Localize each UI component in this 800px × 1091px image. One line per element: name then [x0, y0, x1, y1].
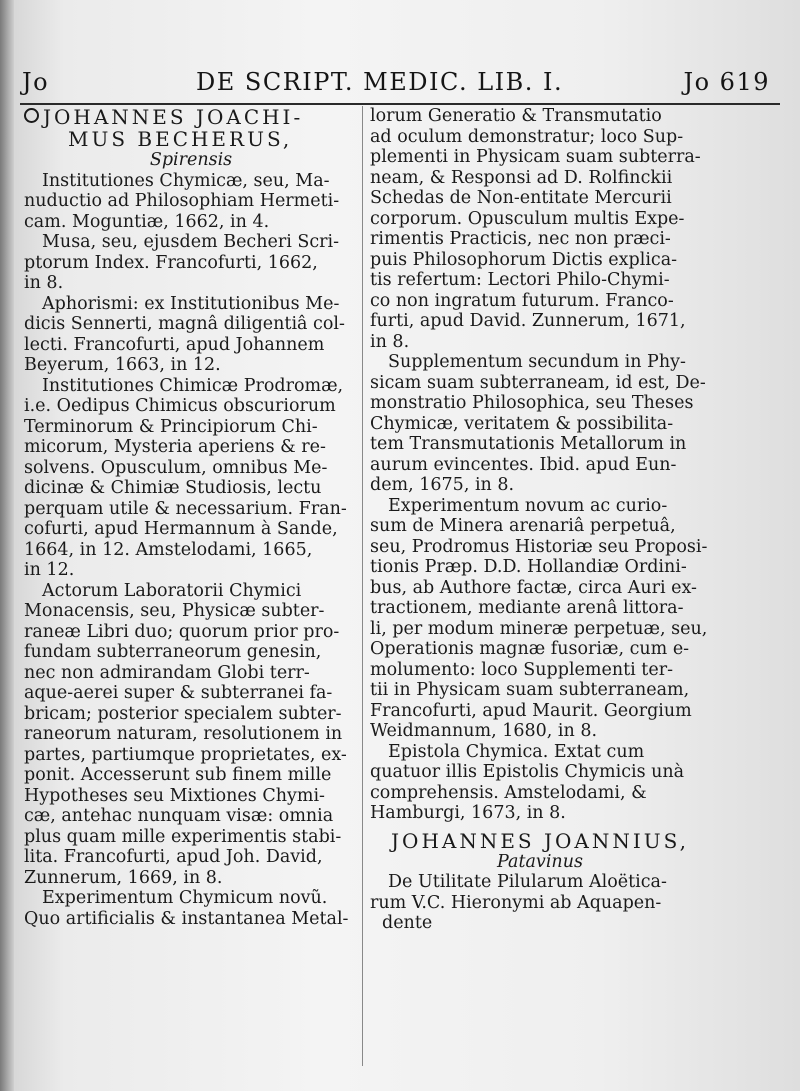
text-line: Actorum Laboratorii Chymici — [42, 580, 302, 601]
text-line: tem Transmutationis Metallorum in — [370, 434, 687, 454]
text-line: Institutiones Chimicæ Prodromæ, — [42, 375, 344, 396]
text-line: in 12. — [24, 560, 75, 580]
text-line: neam, & Responsi ad D. Rolfinckii — [370, 167, 673, 188]
text-line: dente — [382, 913, 433, 933]
author-heading-line1 — [24, 106, 358, 128]
left-entries — [24, 171, 358, 930]
text-line: Musa, seu, ejusdem Becheri Scri- — [42, 232, 340, 252]
page-gutter-shadow — [0, 0, 14, 1091]
text-line: lecti. Francofurti, apud Johannem — [24, 334, 325, 355]
text-line: monstratio Philosophica, seu Theses — [370, 393, 694, 413]
text-line: Hamburgi, 1673, in 8. — [370, 803, 566, 823]
text-line: ptorum Index. Francofurti, 1662, — [24, 252, 318, 273]
page-number-left: Jo — [22, 68, 50, 96]
text-line: tractionem, mediante arenâ littora- — [370, 598, 684, 618]
text-line: Monacensis, seu, Physicæ subter- — [24, 601, 325, 621]
running-header — [20, 64, 780, 104]
text-line: micorum, Mysteria aperiens & re- — [24, 437, 326, 457]
text-line: plus quam mille experimentis stabi- — [24, 826, 342, 847]
left-column — [24, 106, 358, 929]
text-line: Francofurti, apud Maurit. Georgium — [370, 700, 692, 721]
text-line: Institutiones Chymicæ, seu, Ma- — [42, 170, 330, 191]
text-line: Aphorismi: ex Institutionibus Me- — [42, 293, 340, 314]
text-line: ad oculum demonstratur; loco Sup- — [370, 126, 684, 147]
text-line: i.e. Oedipus Chimicus obscuriorum — [24, 396, 336, 416]
text-line: raneorum naturam, resolutionem in — [24, 724, 343, 744]
right-entries-lower — [370, 872, 710, 934]
text-line: sicam suam subterraneam, id est, De- — [370, 372, 706, 393]
author-origin: Spirensis — [149, 150, 233, 170]
text-line: aque-aerei super & subterranei fa- — [24, 683, 333, 703]
text-line: li, per modum mineræ perpetuæ, seu, — [370, 618, 708, 639]
right-column — [370, 106, 710, 934]
text-line: cæ, antehac nunquam visæ: omnia — [24, 806, 334, 826]
text-line: comprehensis. Amstelodami, & — [370, 782, 647, 803]
text-line: lita. Francofurti, apud Joh. David, — [24, 847, 323, 867]
text-line: De Utilitate Pilularum Aloëtica- — [388, 872, 667, 892]
text-line: seu, Prodromus Historiæ seu Proposi- — [370, 536, 708, 557]
text-line: Schedas de Non-entitate Mercurii — [370, 188, 672, 208]
text-line: dicis Sennerti, magnâ diligentiâ col- — [24, 314, 345, 334]
text-line: raneæ Libri duo; quorum prior pro- — [24, 621, 340, 642]
text-line: nec non admirandam Globi terr- — [24, 662, 310, 683]
text-line: Experimentum Chymicum novũ. — [42, 888, 328, 908]
text-line: Zunnerum, 1669, in 8. — [24, 867, 223, 888]
text-line: dicinæ & Chimiæ Studiosis, lectu — [24, 478, 322, 498]
right-entries-upper — [370, 106, 710, 824]
text-line: plementi in Physicam suam subterra- — [370, 147, 701, 167]
text-line: ponit. Accesserunt sub finem mille — [24, 765, 332, 785]
text-line: perquam utile & necessarium. Fran- — [24, 498, 347, 519]
text-line: solvens. Opusculum, omnibus Me- — [24, 457, 328, 478]
text-line: molumento: loco Supplementi ter- — [370, 659, 673, 680]
text-line: cam. Moguntiæ, 1662, in 4. — [24, 211, 270, 232]
text-line: rimentis Practicis, nec non præci- — [370, 229, 671, 249]
text-line: Chymicæ, veritatem & possibilita- — [370, 413, 674, 434]
running-title: DE SCRIPT. MEDIC. LIB. I. — [196, 68, 564, 96]
text-line: tis refertum: Lectori Philo-Chymi- — [370, 270, 670, 290]
text-line: quatuor illis Epistolis Chymicis unà — [370, 762, 685, 782]
text-line: nuductio ad Philosophiam Hermeti- — [24, 191, 340, 211]
text-line: rum V.C. Hieronymi ab Aquapen- — [370, 892, 662, 913]
text-line: fundam subterraneorum genesin, — [24, 642, 322, 662]
text-line: tii in Physicam suam subterraneam, — [370, 680, 690, 700]
text-line: in 8. — [370, 331, 410, 352]
text-line: Experimentum novum ac curio- — [388, 495, 668, 516]
text-line: 1664, in 12. Amstelodami, 1665, — [24, 539, 313, 560]
text-line: Weidmannum, 1680, in 8. — [370, 721, 598, 741]
text-line: tionis Præp. D.D. Hollandiæ Ordini- — [370, 557, 687, 577]
text-line: sum de Minera arenariâ perpetuâ, — [370, 516, 676, 536]
text-line: Supplementum secundum in Phy- — [388, 352, 686, 372]
text-line: aurum evincentes. Ibid. apud Eun- — [370, 454, 677, 475]
text-line: Operationis magnæ fusoriæ, cum e- — [370, 639, 690, 659]
text-line: dem, 1675, in 8. — [370, 475, 515, 495]
author-heading-2: JOHANNES JOANNIUS, — [391, 828, 689, 853]
text-line: cofurti, apud Hermannum à Sande, — [24, 519, 338, 539]
text-line: Hypotheses seu Mixtiones Chymi- — [24, 785, 325, 806]
text-line: Quo artificialis & instantanea Metal- — [24, 908, 349, 929]
text-line: furti, apud David. Zunnerum, 1671, — [370, 311, 686, 331]
text-line: co non ingratum futurum. Franco- — [370, 290, 674, 311]
text-line: Epistola Chymica. Extat cum — [388, 741, 645, 762]
text-line: corporum. Opusculum multis Expe- — [370, 208, 685, 229]
text-line: Beyerum, 1663, in 12. — [24, 355, 221, 375]
author-name-part1: JOHANNES JOACHI- — [43, 105, 304, 129]
column-divider — [362, 106, 363, 1066]
text-line: puis Philosophorum Dictis explica- — [370, 249, 678, 270]
text-line: partes, partiumque proprietates, ex- — [24, 744, 347, 765]
author-origin-2: Patavinus — [497, 851, 583, 872]
author-heading-line2: MUS BECHERUS, — [68, 127, 293, 151]
text-line: Terminorum & Principiorum Chi- — [24, 416, 318, 437]
page-number-right: Jo 619 — [683, 68, 770, 96]
text-line: lorum Generatio & Transmutatio — [370, 106, 662, 126]
text-line: bricam; posterior specialem subter- — [24, 703, 342, 724]
text-line: in 8. — [24, 273, 64, 293]
circle-bullet-icon — [24, 108, 39, 123]
text-line: bus, ab Authore factæ, circa Auri ex- — [370, 577, 697, 598]
